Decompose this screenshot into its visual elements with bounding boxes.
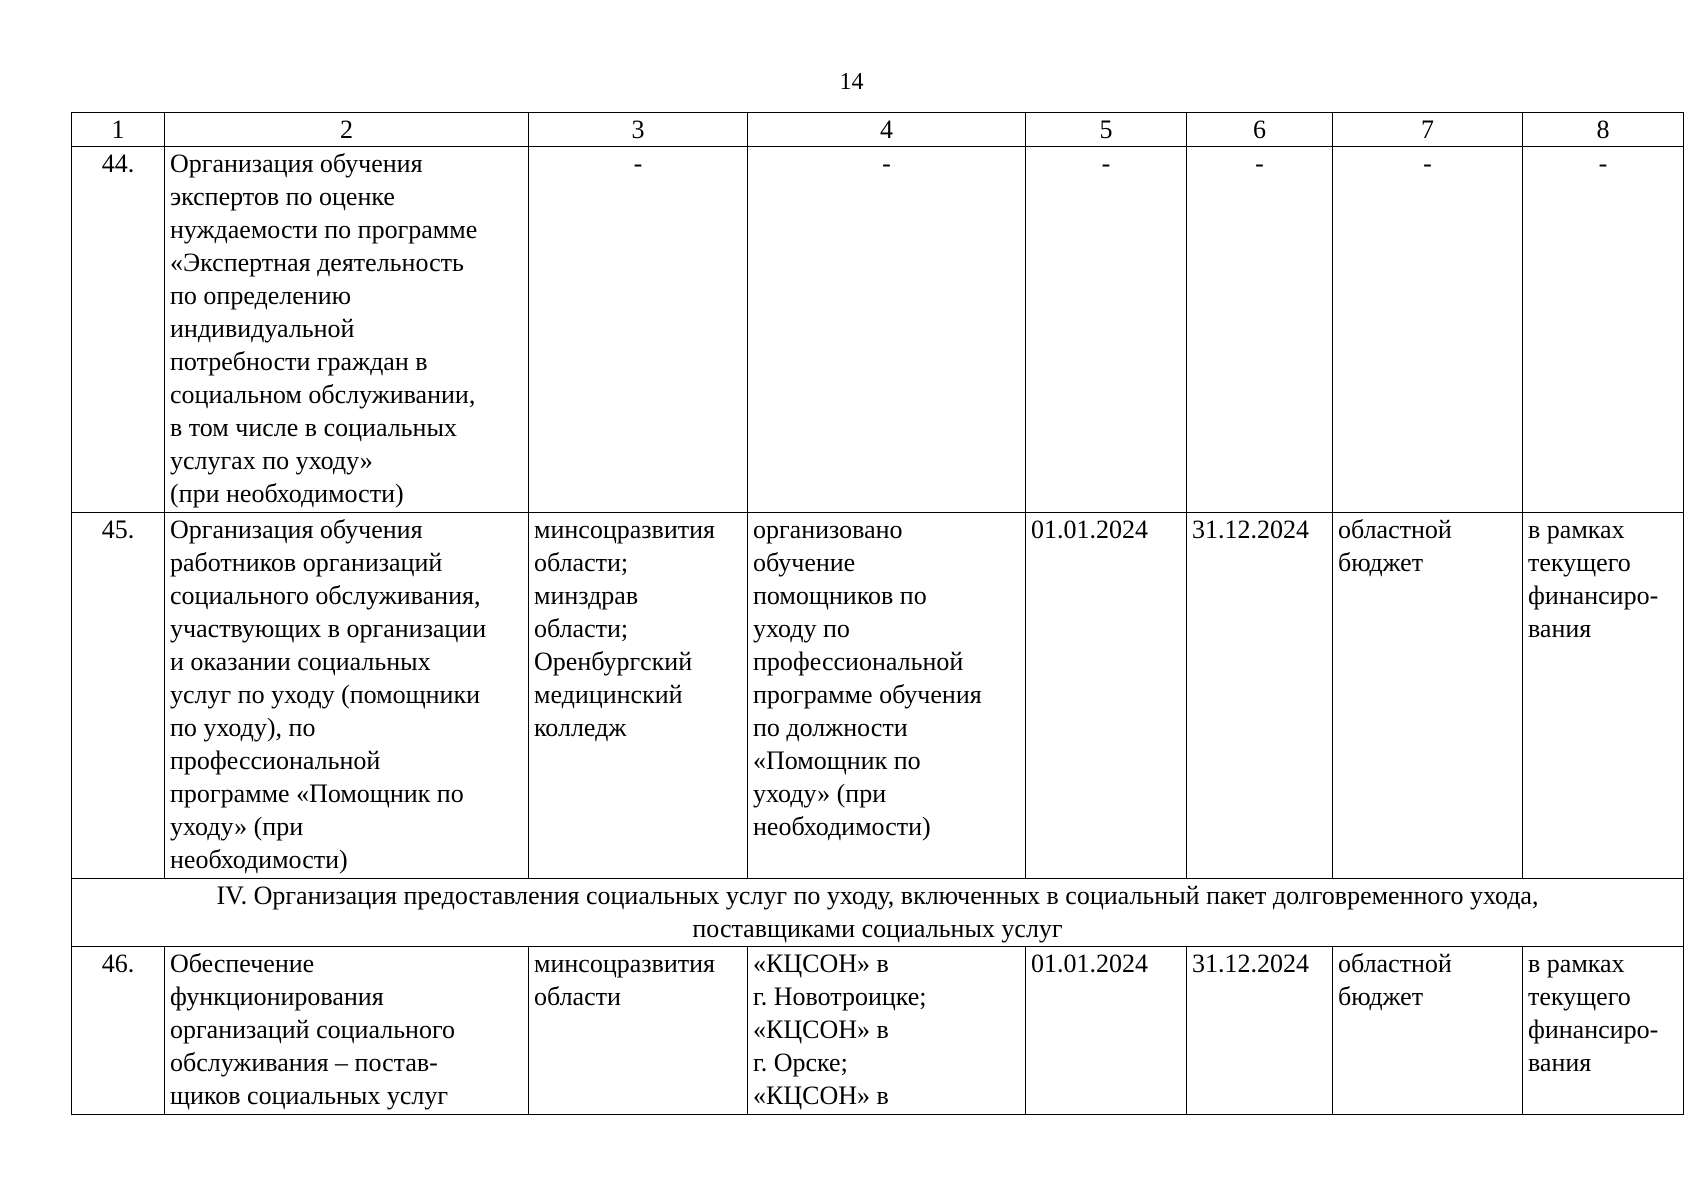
executor-line: минсоцразвития	[534, 949, 715, 978]
column-number: 5	[1026, 113, 1187, 147]
result-line: «Помощник по	[753, 746, 921, 775]
column-number: 2	[165, 113, 529, 147]
start-date-cell: -	[1026, 147, 1187, 513]
section-heading-line: поставщиками социальных услуг	[692, 914, 1063, 943]
page-number: 14	[839, 69, 864, 95]
funding-amount-line: финансиро-	[1528, 1015, 1659, 1044]
measure-line: по уходу), по	[170, 713, 316, 742]
column-number: 6	[1187, 113, 1333, 147]
funding-amount-cell	[1523, 947, 1684, 1115]
result-line: профессиональной	[753, 647, 964, 676]
measure-cell	[165, 147, 529, 513]
column-number: 4	[748, 113, 1026, 147]
funding-source-line: бюджет	[1338, 982, 1424, 1011]
funding-amount-line: вания	[1528, 614, 1592, 643]
result-cell	[748, 947, 1026, 1115]
table-row	[72, 147, 1684, 513]
funding-amount-line: текущего	[1528, 548, 1631, 577]
column-number: 3	[529, 113, 748, 147]
column-numbers-row	[72, 113, 1684, 147]
measure-line: услугах по уходу»	[170, 446, 373, 475]
measure-line: необходимости)	[170, 845, 348, 874]
executor-line: области;	[534, 614, 629, 643]
measure-line: по определению	[170, 281, 352, 310]
result-line: по должности	[753, 713, 908, 742]
funding-amount-line: текущего	[1528, 982, 1631, 1011]
executor-line: медицинский	[534, 680, 683, 709]
funding-amount-line: в рамках	[1528, 949, 1625, 978]
measure-line: программе «Помощник по	[170, 779, 464, 808]
section-heading-row	[72, 879, 1684, 947]
measure-line: (при необходимости)	[170, 479, 404, 508]
executor-cell: -	[529, 147, 748, 513]
executor-line: минсоцразвития	[534, 515, 715, 544]
measure-line: в том числе в социальных	[170, 413, 457, 442]
executor-line: колледж	[534, 713, 627, 742]
result-line: «КЦСОН» в	[753, 1081, 889, 1110]
result-cell	[748, 513, 1026, 879]
measure-line: функционирования	[170, 982, 384, 1011]
table-row	[72, 947, 1684, 1115]
measure-line: услуг по уходу (помощники	[170, 680, 481, 709]
executor-cell	[529, 947, 748, 1115]
measure-line: Организация обучения	[170, 515, 423, 544]
funding-source-line: областной	[1338, 949, 1452, 978]
measure-line: профессиональной	[170, 746, 381, 775]
result-line: необходимости)	[753, 812, 931, 841]
measure-line: уходу» (при	[170, 812, 304, 841]
measure-line: потребности граждан в	[170, 347, 428, 376]
measure-line: социального обслуживания,	[170, 581, 481, 610]
executor-line: Оренбургский	[534, 647, 693, 676]
row-number: 44.	[72, 147, 165, 513]
measure-line: работников организаций	[170, 548, 443, 577]
table-row	[72, 513, 1684, 879]
measure-line: обслуживания – постав-	[170, 1048, 438, 1077]
result-line: обучение	[753, 548, 856, 577]
measure-line: социальном обслуживании,	[170, 380, 476, 409]
end-date-cell: 31.12.2024	[1187, 947, 1333, 1115]
start-date-cell: 01.01.2024	[1026, 513, 1187, 879]
result-line: уходу по	[753, 614, 850, 643]
column-number: 1	[72, 113, 165, 147]
end-date-cell: -	[1187, 147, 1333, 513]
column-number: 7	[1333, 113, 1523, 147]
measure-line: индивидуальной	[170, 314, 355, 343]
result-line: уходу» (при	[753, 779, 887, 808]
result-cell: -	[748, 147, 1026, 513]
row-number: 46.	[72, 947, 165, 1115]
result-line: г. Орске;	[753, 1048, 848, 1077]
measure-line: нуждаемости по программе	[170, 215, 478, 244]
measure-line: участвующих в организации	[170, 614, 487, 643]
result-line: г. Новотроицке;	[753, 982, 927, 1011]
funding-amount-line: в рамках	[1528, 515, 1625, 544]
activity-plan-table	[71, 112, 1684, 1115]
funding-amount-line: вания	[1528, 1048, 1592, 1077]
result-line: помощников по	[753, 581, 927, 610]
section-heading	[72, 879, 1684, 947]
executor-cell	[529, 513, 748, 879]
executor-line: области;	[534, 548, 629, 577]
section-heading-line: IV. Организация предоставления социальных услуг по уходу, включенных в социальный пакет долговременного ухода,	[216, 881, 1539, 910]
result-line: организовано	[753, 515, 903, 544]
measure-line: экспертов по оценке	[170, 182, 395, 211]
start-date-cell: 01.01.2024	[1026, 947, 1187, 1115]
executor-line: минздрав	[534, 581, 639, 610]
funding-amount-line: финансиро-	[1528, 581, 1659, 610]
measure-line: организаций социального	[170, 1015, 455, 1044]
measure-line: «Экспертная деятельность	[170, 248, 464, 277]
funding-source-line: бюджет	[1338, 548, 1424, 577]
column-number: 8	[1523, 113, 1684, 147]
result-line: программе обучения	[753, 680, 982, 709]
measure-cell	[165, 947, 529, 1115]
end-date-cell: 31.12.2024	[1187, 513, 1333, 879]
measure-cell	[165, 513, 529, 879]
funding-amount-cell: -	[1523, 147, 1684, 513]
funding-amount-cell	[1523, 513, 1684, 879]
measure-line: и оказании социальных	[170, 647, 431, 676]
executor-line: области	[534, 982, 621, 1011]
funding-source-cell	[1333, 947, 1523, 1115]
measure-line: Обеспечение	[170, 949, 315, 978]
result-line: «КЦСОН» в	[753, 1015, 889, 1044]
funding-source-cell	[1333, 513, 1523, 879]
measure-line: Организация обучения	[170, 149, 423, 178]
result-line: «КЦСОН» в	[753, 949, 889, 978]
measure-line: щиков социальных услуг	[170, 1081, 449, 1110]
funding-source-cell: -	[1333, 147, 1523, 513]
funding-source-line: областной	[1338, 515, 1452, 544]
row-number: 45.	[72, 513, 165, 879]
